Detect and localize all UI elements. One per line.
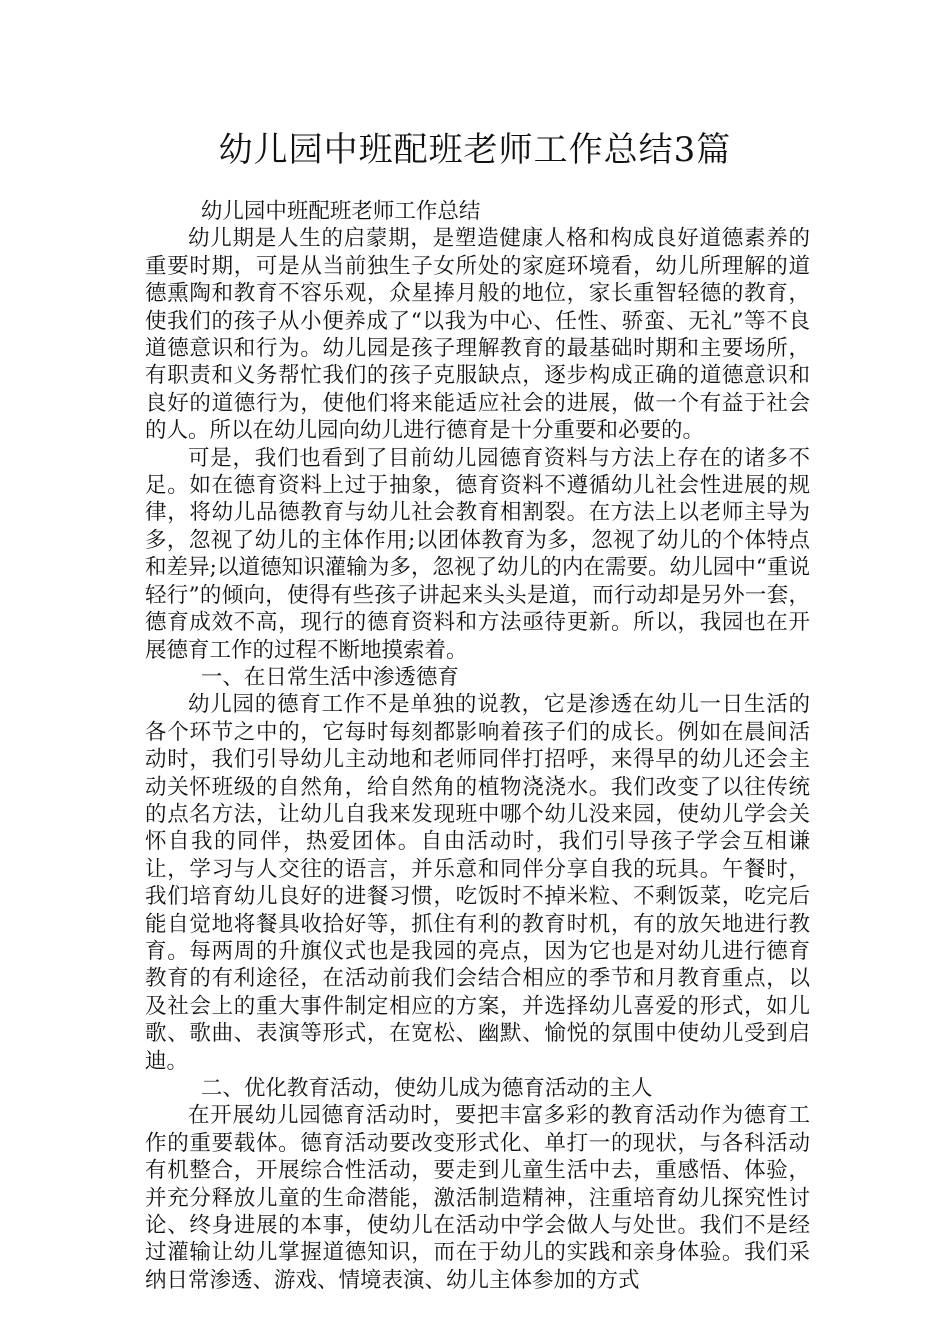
section-heading-daily-life: 一、在日常生活中渗透德育 xyxy=(200,664,459,690)
paragraph-intro: 幼儿期是人生的启蒙期，是塑造健康人格和构成良好道德素养的重要时期，可是从当前独生子女所处的家庭环境看，幼儿所理解的道德熏陶和教育不容乐观，众星捧月般的地位，家长重智轻德的教育，使我们的孩子从小便养成了“以我为中心、任性、骄蛮、无礼”等不良道德意识和行为。幼儿园是孩子理解教育的最基础时期和主要场所，有职责和义务帮忙我们的孩子克服缺点，逐步构成正确的道德意识和良好的道德行为，使他们将来能适应社会的进展，做一个有益于社会的人。所以在幼儿园向幼儿进行德育是十分重要和必要的。 xyxy=(145,226,810,444)
paragraph-problems: 可是，我们也看到了目前幼儿园德育资料与方法上存在的诸多不足。如在德育资料上过于抽象，德育资料不遵循幼儿社会性进展的规律，将幼儿品德教育与幼儿社会教育相割裂。在方法上以老师主导为多，忽视了幼儿的主体作用;以团体教育为多，忽视了幼儿的个体特点和差异;以道德知识灌输为多，忽视了幼儿的内在需要。幼儿园中“重说轻行”的倾向，使得有些孩子讲起来头头是道，而行动却是另外一套，德育成效不高，现行的德育资料和方法亟待更新。所以，我园也在开展德育工作的过程不断地摸索着。 xyxy=(145,445,810,663)
document-body xyxy=(145,198,810,1294)
paragraph-education-activities: 在开展幼儿园德育活动时，要把丰富多彩的教育活动作为德育工作的重要载体。德育活动要改变形式化、单打一的现状，与各科活动有机整合，开展综合性活动，要走到儿童生活中去，重感悟、体验，并充分释放儿童的生命潜能，激活制造精神，注重培育幼儿探究性讨论、终身进展的本事，使幼儿在活动中学会做人与处世。我们不是经过灌输让幼儿掌握道德知识，而在于幼儿的实践和亲身体验。我们采纳日常渗透、游戏、情境表演、幼儿主体参加的方式 xyxy=(145,1103,810,1293)
paragraph-daily-life: 幼儿园的德育工作不是单独的说教，它是渗透在幼儿一日生活的各个环节之中的，它每时每刻都影响着孩子们的成长。例如在晨间活动时，我们引导幼儿主动地和老师同伴打招呼，来得早的幼儿还会主动关怀班级的自然角，给自然角的植物浇浇水。我们改变了以往传统的点名方法，让幼儿自我来发现班中哪个幼儿没来园，使幼儿学会关怀自我的同伴，热爱团体。自由活动时，我们引导孩子学会互相谦让，学习与人交往的语言，并乐意和同伴分享自我的玩具。午餐时，我们培育幼儿良好的进餐习惯，吃饭时不掉米粒、不剩饭菜，吃完后能自觉地将餐具收拾好等，抓住有利的教育时机，有的放矢地进行教育。每两周的升旗仪式也是我园的亮点，因为它也是对幼儿进行德育教育的有利途径，在活动前我们会结合相应的季节和月教育重点，以及社会上的重大事件制定相应的方案，并选择幼儿喜爱的形式，如儿歌、歌曲、表演等形式，在宽松、幽默、愉悦的氛围中使幼儿受到启迪。 xyxy=(145,692,810,1074)
document-title: 幼儿园中班配班老师工作总结3篇 xyxy=(218,130,732,170)
section-heading-education-activities: 二、优化教育活动，使幼儿成为德育活动的主人 xyxy=(200,1076,653,1101)
document-subtitle: 幼儿园中班配班老师工作总结 xyxy=(200,199,481,224)
